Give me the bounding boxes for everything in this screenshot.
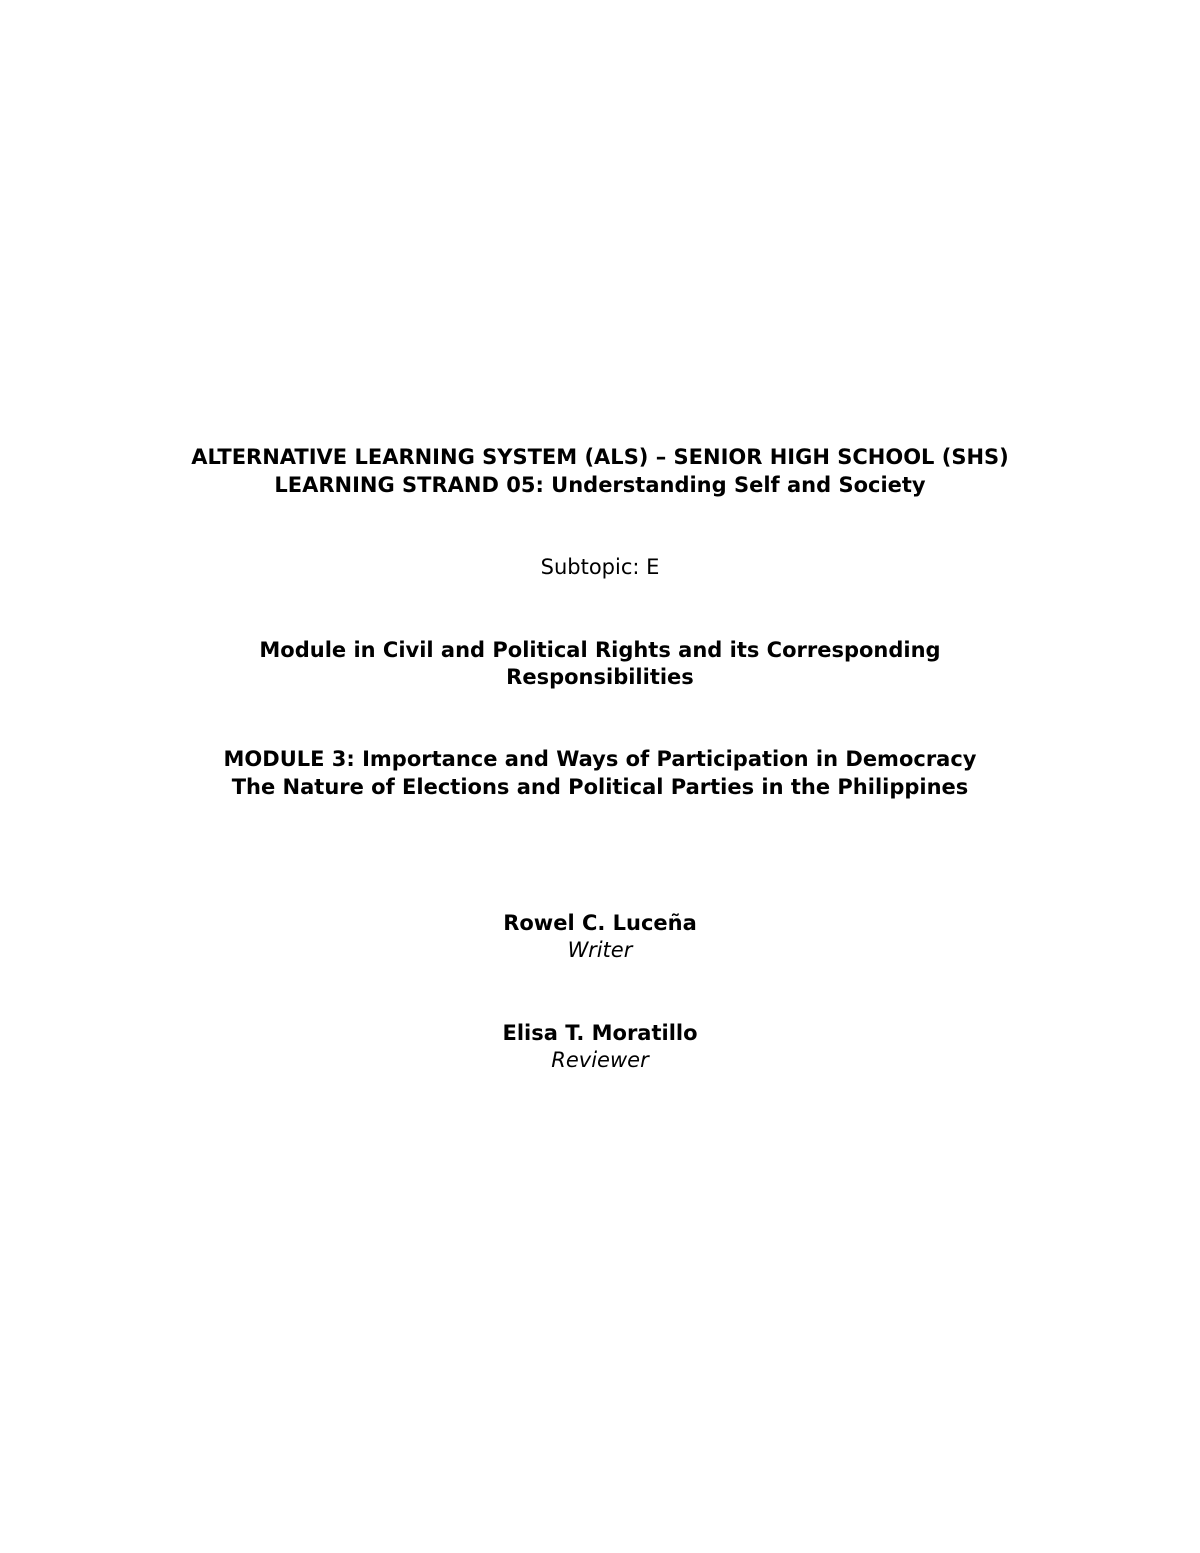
reviewer-role: Reviewer [551,1048,649,1072]
module-heading-line-1: MODULE 3: Importance and Ways of Participation in Democracy [223,747,977,771]
module-title-line-1: Module in Civil and Political Rights and its Corresponding [259,638,941,662]
reviewer-name: Elisa T. Moratillo [502,1021,698,1045]
header-line-als: ALTERNATIVE LEARNING SYSTEM (ALS) – SENIOR HIGH SCHOOL (SHS) [191,445,1009,469]
subtopic-label: Subtopic: E [540,555,660,579]
module-title-line-2: Responsibilities [506,665,694,689]
header-line-learning-strand: LEARNING STRAND 05: Understanding Self and Society [274,473,926,497]
writer-name: Rowel C. Luceña [503,911,697,935]
writer-role: Writer [567,938,633,962]
module-heading-line-2: The Nature of Elections and Political Parties in the Philippines [231,775,969,799]
